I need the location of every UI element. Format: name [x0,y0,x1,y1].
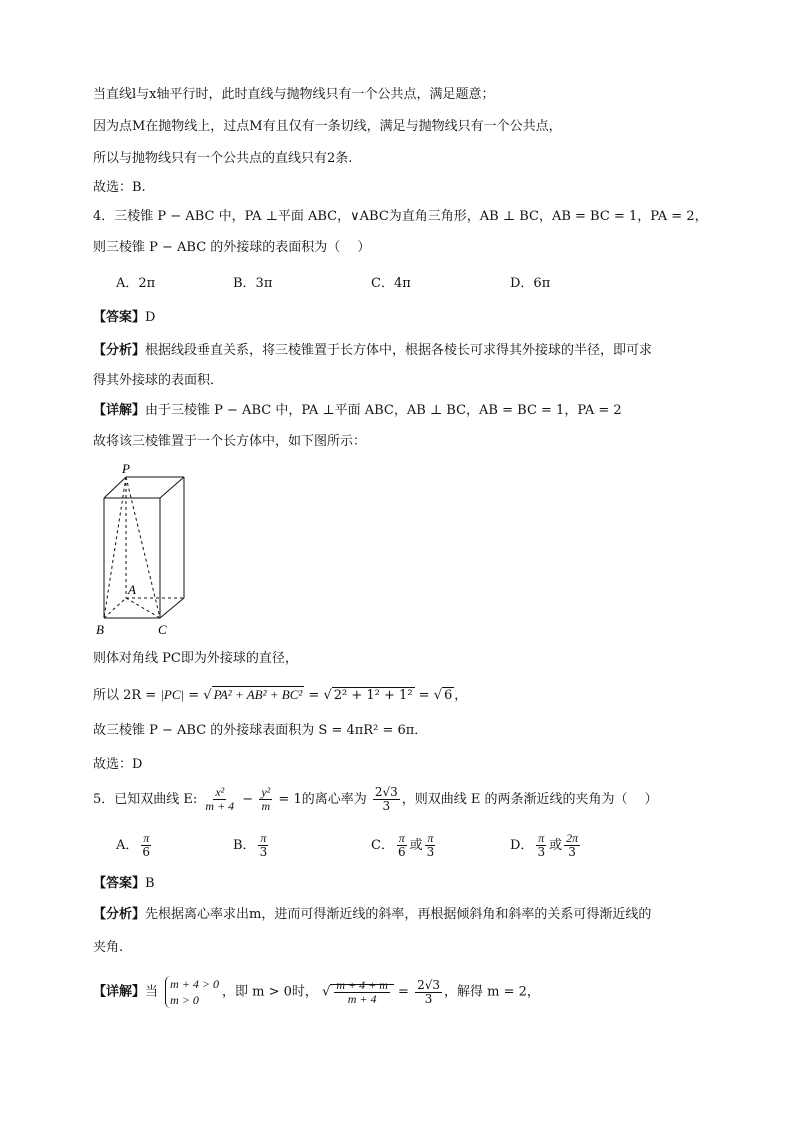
prev-answer: 故选：B. [93,180,146,195]
q5-detail: 【详解】当 m + 4 > 0 m > 0 ，即 m > 0时， √ $\frac{m + 4 + m}{m + 4}$ = $\frac{2√3}{3}$ ，解得 m = 2， [93,977,540,1007]
prev-line-2: 因为点M在抛物线上，过点M有且仅有一条切线，满足与抛物线只有一个公共点， [93,119,562,134]
q4-detail-1: 【详解】由于三棱锥 P − ABC 中，PA ⊥平面 ABC，AB ⊥ BC，AB = BC = 1，PA = 2 [93,403,622,418]
edge [160,477,184,498]
q4-option-b: B．3π [233,276,273,291]
q4-option-a: A．2π [116,276,156,291]
q5-stem: 5．已知双曲线 E: $\frac{\text{x²}}{m + 4}$ − $\frac{\text{y²}}{m}$ = 1的离心率为 $\frac{2√3}{3}$ ，则双曲线 E 的两条渐近线的夹角为（ ） [93,785,658,813]
q5-option-d: D． $\frac{\pi}{3}$ 或 $\frac{2\pi}{3}$ [510,831,579,859]
label-p: P [122,461,130,476]
q5-option-c: C． $\frac{\pi}{6}$ 或 $\frac{\pi}{3}$ [371,831,435,859]
q4-option-c: C．4π [371,276,411,291]
prev-line-1: 当直线l与x轴平行时，此时直线与抛物线只有一个公共点，满足题意； [93,87,495,102]
prev-line-3: 所以与抛物线只有一个公共点的直线只有2条. [93,151,353,166]
q4-diag-line: 则体对角线 PC即为外接球的直径， [93,651,298,666]
q4-analysis-1: 【分析】根据线段垂直关系，将三棱锥置于长方体中，根据各棱长可求得其外接球的半径，即可求 [93,343,653,358]
q4-stem-1: 4．三棱锥 P − ABC 中，PA ⊥平面 ABC，∨ABC为直角三角形，AB ⊥ BC，AB = BC = 1，PA = 2， [93,209,708,224]
label-b: B [96,622,104,637]
q5-option-a: A． $\frac{\pi}{6}$ [116,831,151,859]
q4-option-d: D．6π [510,276,551,291]
pyramid-edge [126,598,160,618]
q4-final: 故选：D [93,757,143,772]
q4-formula-line: 所以 2R = |PC| = √ PA² + AB² + BC² = √ 2² + 1² + 1² = √ 6 ， [93,687,468,703]
hidden-edge [104,598,126,618]
q4-stem-2: 则三棱锥 P − ABC 的外接球的表面积为（ ） [93,240,371,255]
edge [104,477,126,498]
edge [160,598,184,618]
cuboid-figure [92,460,202,640]
q4-area-line: 故三棱锥 P − ABC 的外接球表面积为 S = 4πR² = 6π． [93,723,428,738]
q5-analysis-1: 【分析】先根据离心率求出m，进而可得渐近线的斜率，再根据倾斜角和斜率的关系可得渐近线的 [93,907,652,922]
q4-analysis-2: 得其外接球的表面积． [93,373,224,388]
label-c: C [158,622,167,637]
label-a: A [128,582,136,597]
q4-answer: 【答案】D [93,310,156,325]
q5-option-b: B． $\frac{\pi}{3}$ [233,831,268,859]
q5-answer: 【答案】B [93,876,155,891]
q4-detail-2: 故将该三棱锥置于一个长方体中，如下图所示： [93,434,367,449]
q5-analysis-2: 夹角. [93,940,124,955]
